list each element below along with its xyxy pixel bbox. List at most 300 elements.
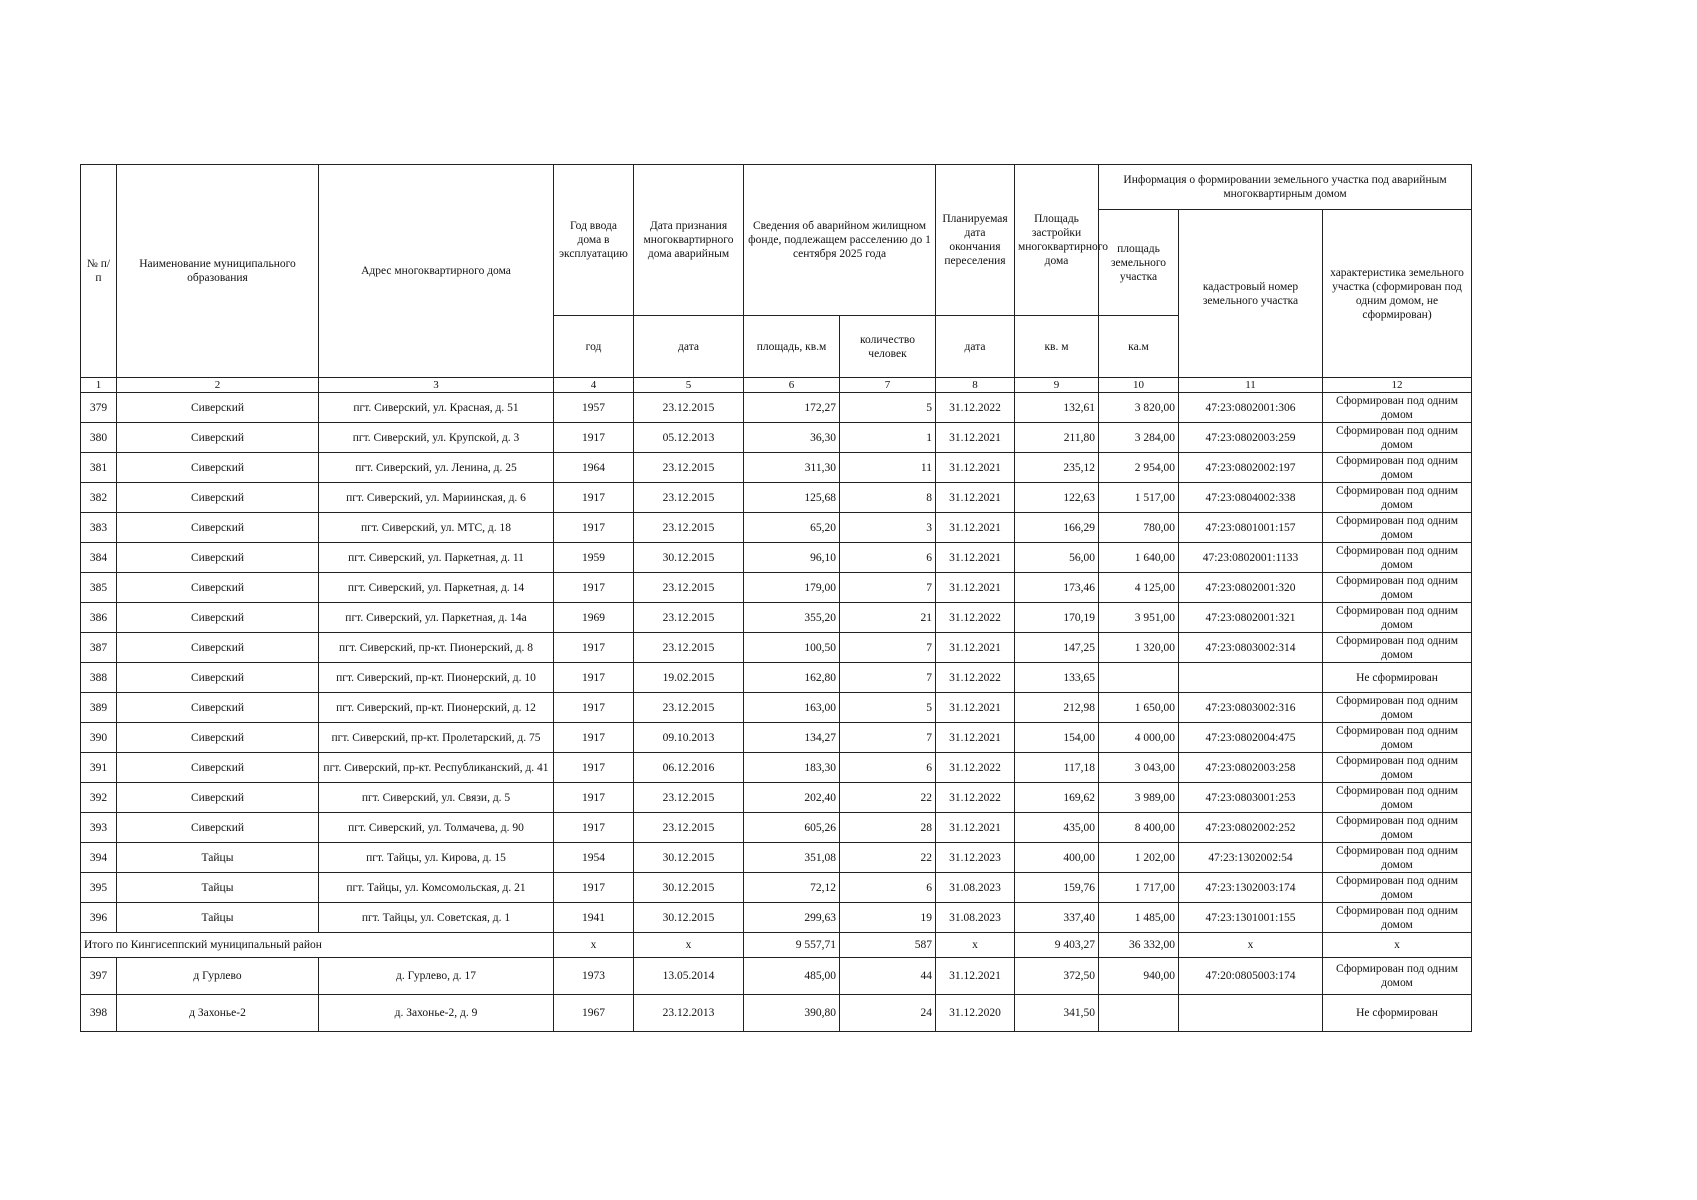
cell-build-area: 132,61 — [1015, 393, 1099, 423]
cell-people: 24 — [840, 995, 936, 1032]
cell-year: 1917 — [554, 513, 634, 543]
cell-mo-name: д Гурлево — [117, 958, 319, 995]
cell-address: пгт. Сиверский, пр-кт. Пионерский, д. 8 — [319, 633, 554, 663]
column-number-row — [81, 378, 1472, 393]
table-row — [81, 873, 1472, 903]
cell-mo-name: Сиверский — [117, 393, 319, 423]
table-row — [81, 573, 1472, 603]
cell-build-area: 159,76 — [1015, 873, 1099, 903]
unit-date: дата — [634, 316, 744, 378]
header-date-recognized: Дата признания многоквартирного дома аварийным — [634, 165, 744, 316]
cell-date: 30.12.2015 — [634, 903, 744, 933]
cell-land-area: 2 954,00 — [1099, 453, 1179, 483]
col-number: 8 — [936, 378, 1015, 393]
cell-num: 391 — [81, 753, 117, 783]
col-number: 1 — [81, 378, 117, 393]
cell-people: 6 — [840, 873, 936, 903]
col-number: 5 — [634, 378, 744, 393]
cell-num: 382 — [81, 483, 117, 513]
cell-planned-date: 31.12.2021 — [936, 453, 1015, 483]
cell-people: 5 — [840, 393, 936, 423]
header-mo-name: Наименование муниципального образования — [117, 165, 319, 378]
table-row — [81, 995, 1472, 1032]
cell-planned-date: 31.12.2021 — [936, 693, 1015, 723]
cell-date: 30.12.2015 — [634, 543, 744, 573]
cell-planned-date: 31.08.2023 — [936, 873, 1015, 903]
cell-people: 7 — [840, 633, 936, 663]
table-row — [81, 453, 1472, 483]
cell-address: пгт. Сиверский, ул. Связи, д. 5 — [319, 783, 554, 813]
cell-land-char: Сформирован под одним домом — [1323, 873, 1472, 903]
unit-year: год — [554, 316, 634, 378]
cell-land-area: 3 989,00 — [1099, 783, 1179, 813]
cell-mo-name: Сиверский — [117, 813, 319, 843]
cell-build-area: 133,65 — [1015, 663, 1099, 693]
cell-year: 1967 — [554, 995, 634, 1032]
cell-people: 5 — [840, 693, 936, 723]
cell-year: 1954 — [554, 843, 634, 873]
cell-date: 23.12.2015 — [634, 633, 744, 663]
table-row — [81, 813, 1472, 843]
cell-address: пгт. Сиверский, ул. Ленина, д. 25 — [319, 453, 554, 483]
cell-address: пгт. Сиверский, ул. Паркетная, д. 11 — [319, 543, 554, 573]
cell-year: 1917 — [554, 573, 634, 603]
cell-cadastral: 47:23:1301001:155 — [1179, 903, 1323, 933]
cell-year: 1917 — [554, 783, 634, 813]
cell-land-area: 1 320,00 — [1099, 633, 1179, 663]
cell-people: 6 — [840, 753, 936, 783]
cell-year: 1917 — [554, 723, 634, 753]
table-row — [81, 903, 1472, 933]
cell-date: 23.12.2015 — [634, 573, 744, 603]
cell-land-area — [1099, 995, 1179, 1032]
col-number: 12 — [1323, 378, 1472, 393]
total-cell: x — [1323, 933, 1472, 958]
resettlement-table — [80, 164, 1472, 1032]
col-number: 7 — [840, 378, 936, 393]
cell-cadastral — [1179, 995, 1323, 1032]
cell-area: 162,80 — [744, 663, 840, 693]
table-row — [81, 393, 1472, 423]
cell-build-area: 117,18 — [1015, 753, 1099, 783]
cell-address: д. Гурлево, д. 17 — [319, 958, 554, 995]
cell-date: 23.12.2015 — [634, 453, 744, 483]
header-land-area: площадь земельного участка — [1099, 210, 1179, 316]
cell-build-area: 212,98 — [1015, 693, 1099, 723]
cell-num: 379 — [81, 393, 117, 423]
cell-people: 7 — [840, 723, 936, 753]
table-row — [81, 603, 1472, 633]
cell-area: 36,30 — [744, 423, 840, 453]
cell-area: 163,00 — [744, 693, 840, 723]
cell-land-char: Сформирован под одним домом — [1323, 513, 1472, 543]
cell-address: пгт. Сиверский, пр-кт. Республиканский, д. 41 — [319, 753, 554, 783]
total-cell: x — [936, 933, 1015, 958]
cell-date: 30.12.2015 — [634, 873, 744, 903]
cell-land-char: Сформирован под одним домом — [1323, 958, 1472, 995]
header-address: Адрес многоквартирного дома — [319, 165, 554, 378]
table-body — [81, 393, 1472, 933]
cell-planned-date: 31.12.2022 — [936, 393, 1015, 423]
cell-area: 355,20 — [744, 603, 840, 633]
cell-land-char: Сформирован под одним домом — [1323, 633, 1472, 663]
cell-date: 23.12.2015 — [634, 813, 744, 843]
cell-address: пгт. Тайцы, ул. Комсомольская, д. 21 — [319, 873, 554, 903]
cell-land-char: Сформирован под одним домом — [1323, 783, 1472, 813]
cell-land-area: 3 284,00 — [1099, 423, 1179, 453]
cell-people: 22 — [840, 843, 936, 873]
cell-mo-name: Сиверский — [117, 753, 319, 783]
cell-planned-date: 31.12.2021 — [936, 813, 1015, 843]
cell-build-area: 235,12 — [1015, 453, 1099, 483]
header-land-char: характеристика земельного участка (сформирован под одним домом, не сформирован) — [1323, 210, 1472, 378]
cell-area: 100,50 — [744, 633, 840, 663]
cell-mo-name: Сиверский — [117, 603, 319, 633]
cell-date: 23.12.2015 — [634, 693, 744, 723]
cell-date: 05.12.2013 — [634, 423, 744, 453]
cell-area: 390,80 — [744, 995, 840, 1032]
cell-address: пгт. Сиверский, ул. Красная, д. 51 — [319, 393, 554, 423]
cell-mo-name: Тайцы — [117, 843, 319, 873]
header-year-built: Год ввода дома в эксплуатацию — [554, 165, 634, 316]
cell-address: пгт. Сиверский, ул. Паркетная, д. 14а — [319, 603, 554, 633]
cell-date: 23.12.2015 — [634, 483, 744, 513]
cell-planned-date: 31.12.2021 — [936, 513, 1015, 543]
cell-build-area: 56,00 — [1015, 543, 1099, 573]
cell-build-area: 435,00 — [1015, 813, 1099, 843]
cell-area: 65,20 — [744, 513, 840, 543]
cell-land-char: Сформирован под одним домом — [1323, 813, 1472, 843]
cell-num: 396 — [81, 903, 117, 933]
cell-people: 44 — [840, 958, 936, 995]
cell-people: 21 — [840, 603, 936, 633]
cell-num: 398 — [81, 995, 117, 1032]
cell-area: 485,00 — [744, 958, 840, 995]
cell-date: 23.12.2015 — [634, 393, 744, 423]
cell-year: 1917 — [554, 873, 634, 903]
unit-area: площадь, кв.м — [744, 316, 840, 378]
cell-land-area: 940,00 — [1099, 958, 1179, 995]
cell-land-area — [1099, 663, 1179, 693]
cell-planned-date: 31.12.2022 — [936, 783, 1015, 813]
cell-build-area: 166,29 — [1015, 513, 1099, 543]
cell-people: 19 — [840, 903, 936, 933]
cell-people: 7 — [840, 663, 936, 693]
cell-year: 1941 — [554, 903, 634, 933]
cell-planned-date: 31.12.2023 — [936, 843, 1015, 873]
header-land-info: Информация о формировании земельного участка под аварийным многоквартирным домом — [1099, 165, 1472, 210]
cell-date: 06.12.2016 — [634, 753, 744, 783]
table-row — [81, 663, 1472, 693]
cell-date: 19.02.2015 — [634, 663, 744, 693]
cell-build-area: 173,46 — [1015, 573, 1099, 603]
cell-cadastral: 47:23:0803002:316 — [1179, 693, 1323, 723]
cell-address: пгт. Сиверский, ул. Мариинская, д. 6 — [319, 483, 554, 513]
total-build-area: 9 403,27 — [1015, 933, 1099, 958]
cell-land-area: 1 640,00 — [1099, 543, 1179, 573]
cell-land-char: Сформирован под одним домом — [1323, 393, 1472, 423]
unit-people: количество человек — [840, 316, 936, 378]
cell-land-area: 1 517,00 — [1099, 483, 1179, 513]
cell-planned-date: 31.12.2021 — [936, 483, 1015, 513]
cell-year: 1964 — [554, 453, 634, 483]
cell-build-area: 400,00 — [1015, 843, 1099, 873]
cell-area: 125,68 — [744, 483, 840, 513]
cell-address: пгт. Сиверский, пр-кт. Пионерский, д. 10 — [319, 663, 554, 693]
cell-land-char: Сформирован под одним домом — [1323, 753, 1472, 783]
cell-area: 96,10 — [744, 543, 840, 573]
cell-year: 1917 — [554, 693, 634, 723]
cell-land-char: Сформирован под одним домом — [1323, 423, 1472, 453]
cell-cadastral: 47:20:0805003:174 — [1179, 958, 1323, 995]
cell-planned-date: 31.12.2021 — [936, 723, 1015, 753]
cell-address: пгт. Сиверский, ул. Толмачева, д. 90 — [319, 813, 554, 843]
cell-cadastral — [1179, 663, 1323, 693]
cell-planned-date: 31.12.2020 — [936, 995, 1015, 1032]
cell-mo-name: Сиверский — [117, 423, 319, 453]
cell-date: 30.12.2015 — [634, 843, 744, 873]
cell-year: 1917 — [554, 483, 634, 513]
cell-mo-name: Сиверский — [117, 513, 319, 543]
cell-planned-date: 31.12.2021 — [936, 573, 1015, 603]
cell-planned-date: 31.12.2022 — [936, 663, 1015, 693]
cell-num: 389 — [81, 693, 117, 723]
cell-cadastral: 47:23:0802001:306 — [1179, 393, 1323, 423]
cell-address: пгт. Тайцы, ул. Советская, д. 1 — [319, 903, 554, 933]
cell-build-area: 341,50 — [1015, 995, 1099, 1032]
cell-num: 387 — [81, 633, 117, 663]
cell-land-char: Сформирован под одним домом — [1323, 573, 1472, 603]
cell-build-area: 211,80 — [1015, 423, 1099, 453]
cell-planned-date: 31.12.2021 — [936, 958, 1015, 995]
table-row — [81, 843, 1472, 873]
col-number: 4 — [554, 378, 634, 393]
cell-date: 23.12.2015 — [634, 783, 744, 813]
cell-mo-name: Тайцы — [117, 903, 319, 933]
cell-land-char: Сформирован под одним домом — [1323, 903, 1472, 933]
cell-num: 392 — [81, 783, 117, 813]
cell-people: 1 — [840, 423, 936, 453]
cell-land-char: Сформирован под одним домом — [1323, 543, 1472, 573]
cell-land-area: 3 820,00 — [1099, 393, 1179, 423]
cell-num: 386 — [81, 603, 117, 633]
cell-people: 11 — [840, 453, 936, 483]
cell-people: 3 — [840, 513, 936, 543]
cell-address: пгт. Сиверский, пр-кт. Пионерский, д. 12 — [319, 693, 554, 723]
cell-year: 1917 — [554, 423, 634, 453]
cell-year: 1969 — [554, 603, 634, 633]
cell-num: 381 — [81, 453, 117, 483]
cell-address: пгт. Тайцы, ул. Кирова, д. 15 — [319, 843, 554, 873]
cell-land-area: 4 125,00 — [1099, 573, 1179, 603]
cell-planned-date: 31.12.2022 — [936, 753, 1015, 783]
cell-land-char: Не сформирован — [1323, 663, 1472, 693]
cell-mo-name: Сиверский — [117, 453, 319, 483]
cell-cadastral: 47:23:1302003:174 — [1179, 873, 1323, 903]
cell-land-area: 3 951,00 — [1099, 603, 1179, 633]
cell-address: д. Захонье-2, д. 9 — [319, 995, 554, 1032]
total-cell: x — [634, 933, 744, 958]
cell-land-area: 1 485,00 — [1099, 903, 1179, 933]
cell-num: 384 — [81, 543, 117, 573]
table-row — [81, 783, 1472, 813]
cell-build-area: 147,25 — [1015, 633, 1099, 663]
cell-cadastral: 47:23:0804002:338 — [1179, 483, 1323, 513]
unit-sqm: кв. м — [1015, 316, 1099, 378]
col-number: 2 — [117, 378, 319, 393]
table-row — [81, 958, 1472, 995]
cell-cadastral: 47:23:0802001:1133 — [1179, 543, 1323, 573]
table-row — [81, 513, 1472, 543]
cell-land-area: 1 650,00 — [1099, 693, 1179, 723]
cell-num: 388 — [81, 663, 117, 693]
table-row — [81, 543, 1472, 573]
cell-mo-name: Сиверский — [117, 783, 319, 813]
cell-planned-date: 31.12.2021 — [936, 633, 1015, 663]
cell-land-char: Сформирован под одним домом — [1323, 693, 1472, 723]
cell-build-area: 372,50 — [1015, 958, 1099, 995]
cell-address: пгт. Сиверский, пр-кт. Пролетарский, д. 75 — [319, 723, 554, 753]
header-planned-date: Планируемая дата окончания переселения — [936, 165, 1015, 316]
total-label: Итого по Кингисеппский муниципальный район — [81, 933, 554, 958]
cell-cadastral: 47:23:0801001:157 — [1179, 513, 1323, 543]
cell-mo-name: Сиверский — [117, 633, 319, 663]
cell-address: пгт. Сиверский, ул. Крупской, д. 3 — [319, 423, 554, 453]
cell-planned-date: 31.12.2021 — [936, 543, 1015, 573]
table-row — [81, 693, 1472, 723]
cell-people: 8 — [840, 483, 936, 513]
cell-year: 1973 — [554, 958, 634, 995]
total-cell: x — [1179, 933, 1323, 958]
table-body-2 — [81, 958, 1472, 1032]
cell-mo-name: Тайцы — [117, 873, 319, 903]
cell-mo-name: Сиверский — [117, 693, 319, 723]
cell-build-area: 122,63 — [1015, 483, 1099, 513]
total-people: 587 — [840, 933, 936, 958]
cell-people: 22 — [840, 783, 936, 813]
cell-year: 1957 — [554, 393, 634, 423]
cell-land-area: 780,00 — [1099, 513, 1179, 543]
cell-address: пгт. Сиверский, ул. МТС, д. 18 — [319, 513, 554, 543]
total-row — [81, 933, 1472, 958]
cell-num: 383 — [81, 513, 117, 543]
cell-area: 72,12 — [744, 873, 840, 903]
cell-people: 7 — [840, 573, 936, 603]
cell-mo-name: Сиверский — [117, 483, 319, 513]
cell-area: 179,00 — [744, 573, 840, 603]
cell-date: 13.05.2014 — [634, 958, 744, 995]
cell-area: 311,30 — [744, 453, 840, 483]
cell-people: 28 — [840, 813, 936, 843]
cell-people: 6 — [840, 543, 936, 573]
cell-build-area: 169,62 — [1015, 783, 1099, 813]
col-number: 3 — [319, 378, 554, 393]
cell-mo-name: Сиверский — [117, 573, 319, 603]
cell-mo-name: д Захонье-2 — [117, 995, 319, 1032]
cell-build-area: 337,40 — [1015, 903, 1099, 933]
cell-land-area: 4 000,00 — [1099, 723, 1179, 753]
cell-year: 1917 — [554, 753, 634, 783]
header-fund-info: Сведения об аварийном жилищном фонде, подлежащем расселению до 1 сентября 2025 года — [744, 165, 936, 316]
cell-area: 202,40 — [744, 783, 840, 813]
cell-year: 1917 — [554, 813, 634, 843]
cell-address: пгт. Сиверский, ул. Паркетная, д. 14 — [319, 573, 554, 603]
cell-land-char: Не сформирован — [1323, 995, 1472, 1032]
cell-area: 183,30 — [744, 753, 840, 783]
header-cadastral: кадастровый номер земельного участка — [1179, 210, 1323, 378]
cell-cadastral: 47:23:0803001:253 — [1179, 783, 1323, 813]
cell-num: 390 — [81, 723, 117, 753]
cell-area: 605,26 — [744, 813, 840, 843]
total-area: 9 557,71 — [744, 933, 840, 958]
cell-num: 385 — [81, 573, 117, 603]
cell-cadastral: 47:23:0802001:321 — [1179, 603, 1323, 633]
cell-num: 380 — [81, 423, 117, 453]
cell-date: 23.12.2015 — [634, 603, 744, 633]
cell-area: 351,08 — [744, 843, 840, 873]
table-row — [81, 753, 1472, 783]
header-num: № п/п — [81, 165, 117, 378]
cell-land-char: Сформирован под одним домом — [1323, 603, 1472, 633]
cell-planned-date: 31.08.2023 — [936, 903, 1015, 933]
cell-build-area: 170,19 — [1015, 603, 1099, 633]
cell-year: 1917 — [554, 633, 634, 663]
cell-cadastral: 47:23:0802004:475 — [1179, 723, 1323, 753]
cell-land-area: 8 400,00 — [1099, 813, 1179, 843]
cell-land-area: 3 043,00 — [1099, 753, 1179, 783]
cell-cadastral: 47:23:0802002:252 — [1179, 813, 1323, 843]
cell-land-char: Сформирован под одним домом — [1323, 723, 1472, 753]
col-number: 11 — [1179, 378, 1323, 393]
cell-num: 393 — [81, 813, 117, 843]
cell-land-char: Сформирован под одним домом — [1323, 483, 1472, 513]
col-number: 6 — [744, 378, 840, 393]
cell-cadastral: 47:23:0802003:259 — [1179, 423, 1323, 453]
cell-num: 397 — [81, 958, 117, 995]
cell-cadastral: 47:23:0802001:320 — [1179, 573, 1323, 603]
table-row — [81, 423, 1472, 453]
cell-land-char: Сформирован под одним домом — [1323, 453, 1472, 483]
total-land-area: 36 332,00 — [1099, 933, 1179, 958]
col-number: 10 — [1099, 378, 1179, 393]
cell-cadastral: 47:23:0803002:314 — [1179, 633, 1323, 663]
cell-mo-name: Сиверский — [117, 663, 319, 693]
cell-build-area: 154,00 — [1015, 723, 1099, 753]
cell-mo-name: Сиверский — [117, 723, 319, 753]
total-cell: x — [554, 933, 634, 958]
table-row — [81, 723, 1472, 753]
cell-num: 394 — [81, 843, 117, 873]
cell-land-area: 1 202,00 — [1099, 843, 1179, 873]
unit-date2: дата — [936, 316, 1015, 378]
cell-mo-name: Сиверский — [117, 543, 319, 573]
cell-date: 09.10.2013 — [634, 723, 744, 753]
cell-cadastral: 47:23:0802002:197 — [1179, 453, 1323, 483]
table-row — [81, 483, 1472, 513]
cell-year: 1959 — [554, 543, 634, 573]
cell-land-char: Сформирован под одним домом — [1323, 843, 1472, 873]
cell-land-area: 1 717,00 — [1099, 873, 1179, 903]
cell-date: 23.12.2015 — [634, 513, 744, 543]
col-number: 9 — [1015, 378, 1099, 393]
cell-area: 172,27 — [744, 393, 840, 423]
cell-area: 134,27 — [744, 723, 840, 753]
unit-kam: ка.м — [1099, 316, 1179, 378]
cell-cadastral: 47:23:0802003:258 — [1179, 753, 1323, 783]
cell-planned-date: 31.12.2021 — [936, 423, 1015, 453]
cell-num: 395 — [81, 873, 117, 903]
header-build-area: Площадь застройки многоквартирного дома — [1015, 165, 1099, 316]
